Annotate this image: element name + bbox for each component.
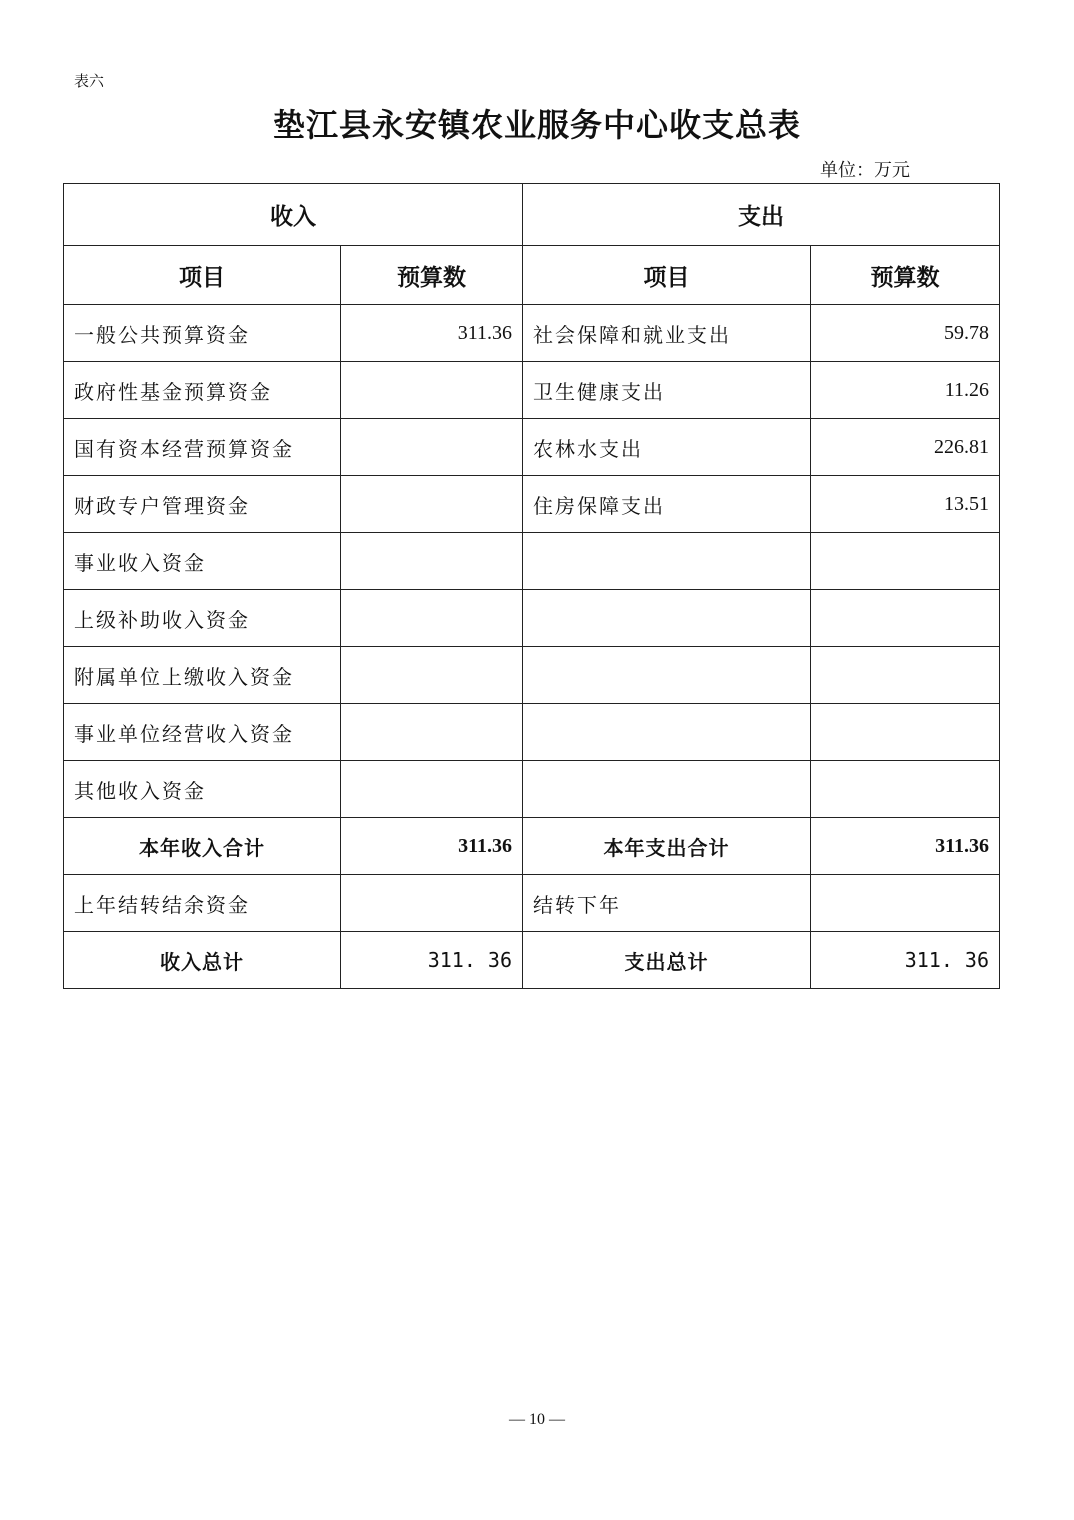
expense-carryover-value xyxy=(811,875,1000,932)
page-title: 垫江县永安镇农业服务中心收支总表 xyxy=(272,106,801,144)
expense-value: 13.51 xyxy=(811,476,1000,533)
expense-item xyxy=(523,704,811,761)
page-number: — 10 — xyxy=(509,1411,565,1428)
income-carryover-label: 上年结转结余资金 xyxy=(64,875,341,932)
income-item-header: 项目 xyxy=(64,246,341,305)
table-row xyxy=(64,362,1000,419)
unit-label: 单位：万元 xyxy=(820,160,910,181)
expense-value xyxy=(811,647,1000,704)
table-row xyxy=(64,305,1000,362)
income-item: 国有资本经营预算资金 xyxy=(64,419,341,476)
subtotal-row xyxy=(64,818,1000,875)
carryover-row xyxy=(64,875,1000,932)
income-value xyxy=(341,704,523,761)
expense-item: 卫生健康支出 xyxy=(523,362,811,419)
income-item: 事业单位经营收入资金 xyxy=(64,704,341,761)
income-grand-total-label: 收入总计 xyxy=(64,932,341,989)
income-item: 附属单位上缴收入资金 xyxy=(64,647,341,704)
expense-subtotal-label: 本年支出合计 xyxy=(523,818,811,875)
section-header-row xyxy=(64,184,1000,246)
income-value xyxy=(341,533,523,590)
table-row xyxy=(64,704,1000,761)
income-grand-total-value: 311. 36 xyxy=(341,932,523,989)
income-item: 事业收入资金 xyxy=(64,533,341,590)
expense-item-header: 项目 xyxy=(523,246,811,305)
income-subtotal-label: 本年收入合计 xyxy=(64,818,341,875)
income-value xyxy=(341,647,523,704)
expense-item: 农林水支出 xyxy=(523,419,811,476)
income-subtotal-value: 311.36 xyxy=(341,818,523,875)
expense-item xyxy=(523,647,811,704)
budget-summary-table xyxy=(63,183,1000,989)
expense-budget-header: 预算数 xyxy=(811,246,1000,305)
table-row xyxy=(64,476,1000,533)
income-value xyxy=(341,362,523,419)
expense-item: 社会保障和就业支出 xyxy=(523,305,811,362)
income-value: 311.36 xyxy=(341,305,523,362)
expense-value xyxy=(811,590,1000,647)
table-row xyxy=(64,761,1000,818)
expense-section-header: 支出 xyxy=(523,184,1000,246)
expense-value: 226.81 xyxy=(811,419,1000,476)
income-budget-header: 预算数 xyxy=(341,246,523,305)
expense-item xyxy=(523,761,811,818)
income-carryover-value xyxy=(341,875,523,932)
expense-value: 11.26 xyxy=(811,362,1000,419)
income-item: 其他收入资金 xyxy=(64,761,341,818)
expense-grand-total-value: 311. 36 xyxy=(811,932,1000,989)
income-item: 政府性基金预算资金 xyxy=(64,362,341,419)
table-row xyxy=(64,647,1000,704)
column-header-row xyxy=(64,246,1000,305)
expense-carryover-label: 结转下年 xyxy=(523,875,811,932)
expense-item xyxy=(523,590,811,647)
expense-subtotal-value: 311.36 xyxy=(811,818,1000,875)
expense-item xyxy=(523,533,811,590)
table-row xyxy=(64,419,1000,476)
table-number-label: 表六 xyxy=(74,72,105,90)
income-item: 上级补助收入资金 xyxy=(64,590,341,647)
income-section-header: 收入 xyxy=(64,184,523,246)
income-value xyxy=(341,761,523,818)
expense-value: 59.78 xyxy=(811,305,1000,362)
income-value xyxy=(341,476,523,533)
expense-item: 住房保障支出 xyxy=(523,476,811,533)
table-row xyxy=(64,533,1000,590)
income-value xyxy=(341,419,523,476)
expense-value xyxy=(811,704,1000,761)
table-row xyxy=(64,590,1000,647)
expense-value xyxy=(811,761,1000,818)
income-value xyxy=(341,590,523,647)
income-item: 一般公共预算资金 xyxy=(64,305,341,362)
grand-total-row xyxy=(64,932,1000,989)
income-item: 财政专户管理资金 xyxy=(64,476,341,533)
expense-grand-total-label: 支出总计 xyxy=(523,932,811,989)
expense-value xyxy=(811,533,1000,590)
